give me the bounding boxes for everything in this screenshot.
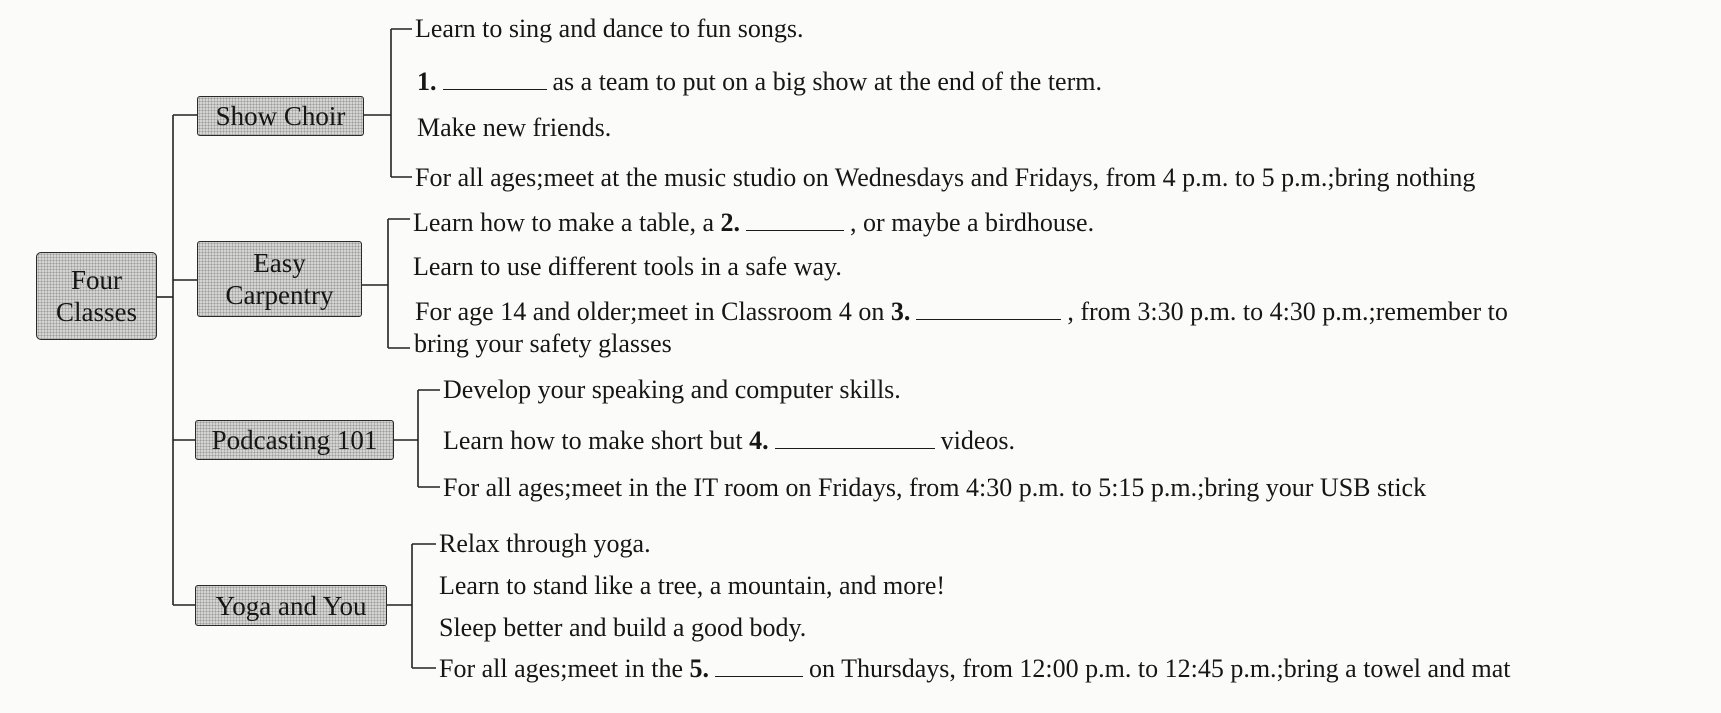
answer-blank-1[interactable]: [443, 67, 547, 90]
show-choir-item-4: For all ages;meet at the music studio on Wednesdays and Fridays, from 4 p.m. to 5 p.m.;bring nothing: [415, 163, 1476, 192]
class-box-yoga-and-you: [195, 585, 387, 626]
yoga-item-2: Learn to stand like a tree, a mountain, and more!: [439, 571, 946, 600]
carpentry-item-2: Learn to use different tools in a safe way.: [413, 252, 842, 281]
class-label-podcasting-101: Podcasting 101: [211, 425, 378, 455]
blank-number-2: 2.: [720, 208, 741, 237]
carpentry-item-3: For age 14 and older;meet in Classroom 4 on 3. , from 3:30 p.m. to 4:30 p.m.;remember to: [415, 297, 1508, 326]
class-label-easy-carpentry-line1: Easy: [253, 248, 306, 278]
podcasting-item-2: Learn how to make short but 4. videos.: [443, 426, 1016, 455]
class-box-easy-carpentry: [197, 241, 362, 317]
class-box-podcasting-101: [195, 420, 394, 460]
yoga-item-1: Relax through yoga.: [439, 529, 651, 558]
podcasting-item-3: For all ages;meet in the IT room on Fridays, from 4:30 p.m. to 5:15 p.m.;bring your USB stick: [443, 473, 1427, 502]
blank-number-1: 1.: [417, 67, 437, 96]
show-choir-item-3: Make new friends.: [417, 113, 612, 142]
show-choir-item-2: 1. as a team to put on a big show at the end of the term.: [417, 67, 1102, 96]
show-choir-item-1: Learn to sing and dance to fun songs.: [415, 14, 804, 43]
blank-number-4: 4.: [749, 426, 769, 455]
blank-number-3: 3.: [890, 297, 911, 326]
class-label-easy-carpentry-line2: Carpentry: [225, 280, 334, 310]
yoga-item-4: For all ages;meet in the 5. on Thursdays, from 12:00 p.m. to 12:45 p.m.;bring a towel and mat: [439, 654, 1511, 683]
carpentry-item-4: bring your safety glasses: [414, 329, 672, 358]
carpentry-item-1: Learn how to make a table, a 2. , or maybe a birdhouse.: [413, 208, 1095, 237]
yoga-item-3: Sleep better and build a good body.: [439, 613, 807, 642]
blank-number-5: 5.: [689, 654, 710, 683]
answer-blank-4[interactable]: [775, 426, 935, 449]
class-label-show-choir: Show Choir: [215, 101, 346, 131]
answer-blank-5[interactable]: [715, 654, 803, 677]
root-label-line1: Four: [70, 265, 122, 295]
root-label-line2: Classes: [56, 297, 137, 327]
answer-blank-3[interactable]: [916, 297, 1061, 320]
root-box-four-classes: [36, 252, 157, 340]
answer-blank-2[interactable]: [746, 208, 844, 231]
class-box-show-choir: [197, 96, 364, 136]
class-label-yoga-and-you: Yoga and You: [215, 590, 367, 621]
podcasting-item-1: Develop your speaking and computer skills.: [443, 375, 901, 404]
